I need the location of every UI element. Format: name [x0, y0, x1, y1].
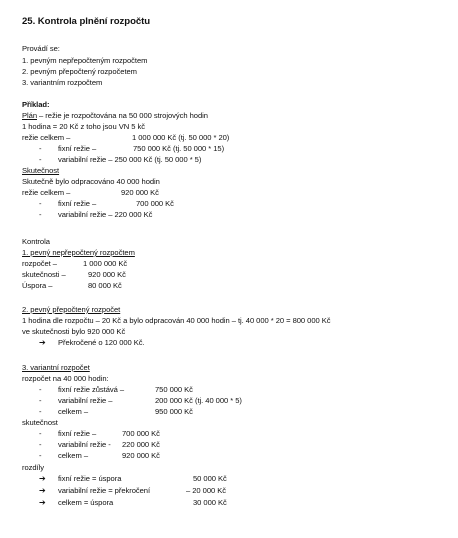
budget-row-label: variabilní režie – — [58, 396, 113, 405]
section-3-actual-heading: skutečnost — [22, 418, 58, 427]
section-1-row-label: rozpočet – — [22, 259, 57, 268]
actual-row-value: 920 000 Kč — [121, 188, 159, 197]
section-3-actual-label: variabilní režie - — [58, 440, 111, 449]
example-row-label: variabilní režie – 250 000 Kč (tj. 50 000 * 5) — [58, 155, 202, 164]
kontrola-heading: Kontrola — [22, 237, 50, 246]
arrow-icon: ➔ — [39, 486, 46, 495]
section-3-actual-value: 220 000 Kč — [122, 440, 160, 449]
dash-marker: - — [39, 440, 42, 449]
section-3-actual-label: celkem – — [58, 451, 88, 460]
diff-row-label: variabilní režie = překročení — [58, 486, 151, 495]
diff-row-label: celkem = úspora — [58, 498, 114, 507]
dash-marker: - — [39, 429, 42, 438]
section-3-intro: rozpočet na 40 000 hodin: — [22, 374, 109, 383]
arrow-icon: ➔ — [39, 474, 46, 483]
dash-marker: - — [39, 396, 42, 405]
intro-item: 1. pevným nepřepočteným rozpočtem — [22, 56, 148, 65]
diff-row-label: fixní režie = úspora — [58, 474, 122, 483]
dash-marker: - — [39, 155, 42, 164]
example-row-label: fixní režie – — [58, 144, 97, 153]
diff-row-value: – 20 000 Kč — [186, 486, 226, 495]
plan-text: – režie je rozpočtována na 50 000 strojových hodin — [37, 111, 208, 120]
actual-text: Skutečně bylo odpracováno 40 000 hodin — [22, 177, 160, 186]
actual-row-value: 700 000 Kč — [136, 199, 174, 208]
actual-heading: Skutečnost — [22, 166, 60, 175]
budget-row-value: 200 000 Kč (tj. 40 000 * 5) — [155, 396, 242, 405]
example-row-value: 750 000 Kč (tj. 50 000 * 15) — [133, 144, 225, 153]
section-1-row-value: 920 000 Kč — [88, 270, 126, 279]
dash-marker: - — [39, 144, 42, 153]
actual-row-label: fixní režie – — [58, 199, 97, 208]
dash-marker: - — [39, 210, 42, 219]
section-3-actual-value: 920 000 Kč — [122, 451, 160, 460]
diff-row-value: 50 000 Kč — [193, 474, 227, 483]
intro-item: 3. variantním rozpočtem — [22, 78, 103, 87]
section-3-heading: 3. variantní rozpočet — [22, 363, 90, 372]
dash-marker: - — [39, 199, 42, 208]
budget-row-value: 950 000 Kč — [155, 407, 193, 416]
section-2-line: ve skutečnosti bylo 920 000 Kč — [22, 327, 126, 336]
section-1-row-value: 80 000 Kč — [88, 281, 122, 290]
intro-item: 2. pevným přepočtený rozpočetem — [22, 67, 137, 76]
budget-row-label: celkem – — [58, 407, 88, 416]
dash-marker: - — [39, 385, 42, 394]
example-row-value: 1 000 000 Kč (tj. 50 000 * 20) — [132, 133, 230, 142]
diff-heading: rozdíly — [22, 463, 45, 472]
section-2-result: Překročené o 120 000 Kč. — [58, 338, 145, 347]
diff-row-value: 30 000 Kč — [193, 498, 227, 507]
section-1-row-value: 1 000 000 Kč — [83, 259, 128, 268]
section-3-actual-value: 700 000 Kč — [122, 429, 160, 438]
intro-heading: Provádí se: — [22, 44, 60, 53]
section-1-row-label: skutečnosti – — [22, 270, 66, 279]
section-3-actual-label: fixní režie – — [58, 429, 97, 438]
section-1-heading: 1. pevný nepřepočtený rozpočtem — [22, 248, 135, 257]
plan-line — [22, 111, 208, 120]
page-title: 25. Kontrola plnění rozpočtu — [22, 16, 151, 27]
budget-row-value: 750 000 Kč — [155, 385, 193, 394]
example-row-label: režie celkem – — [22, 133, 71, 142]
dash-marker: - — [39, 451, 42, 460]
section-2-line: 1 hodina dle rozpočtu – 20 Kč a bylo odpracován 40 000 hodin – tj. 40 000 * 20 = 800 000 Kč — [22, 316, 331, 325]
plan-label: Plán — [22, 111, 37, 120]
actual-row-label: variabilní režie – 220 000 Kč — [58, 210, 153, 219]
example-heading: Příklad: — [22, 100, 50, 109]
actual-row-label: režie celkem – — [22, 188, 71, 197]
dash-marker: - — [39, 407, 42, 416]
arrow-icon: ➔ — [39, 498, 46, 507]
plan-rate-line: 1 hodina = 20 Kč z toho jsou VN 5 kč — [22, 122, 145, 131]
section-1-row-label: Úspora – — [22, 281, 53, 290]
section-2-heading: 2. pevný přepočtený rozpočet — [22, 305, 121, 314]
budget-row-label: fixní režie zůstává – — [58, 385, 125, 394]
arrow-icon: ➔ — [39, 338, 46, 347]
